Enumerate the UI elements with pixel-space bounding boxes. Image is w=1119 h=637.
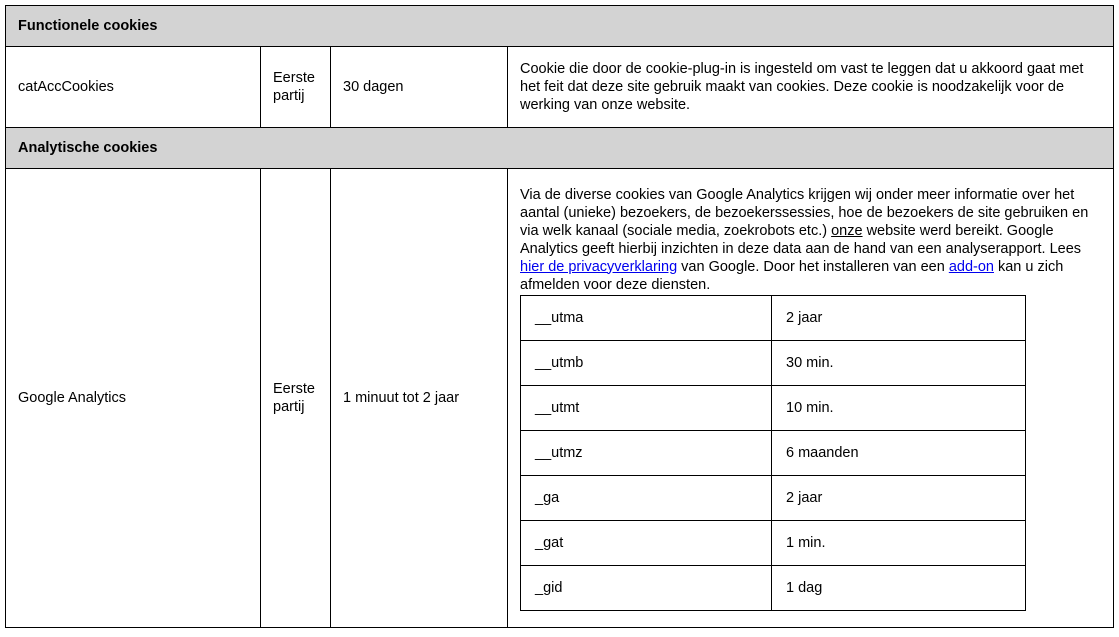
privacy-policy-link[interactable]: hier de privacyverklaring bbox=[520, 258, 678, 275]
ga-cookie-list bbox=[520, 295, 1026, 611]
ga-cookie-name: _gat bbox=[521, 520, 772, 565]
cookie-name: catAccCookies bbox=[6, 47, 261, 128]
cookie-party: Eerste partij bbox=[261, 47, 331, 128]
cookie-duration: 30 dagen bbox=[331, 47, 508, 128]
ga-cookie-row bbox=[521, 565, 1026, 610]
desc-text-1: Via de diverse cookies van Google Analytics krijgen wij onder meer informatie over het aantal (unieke) bezoekers, de bezoekerssessies, hoe de bezoekers de site gebruiken en via welk kanaal (sociale media, zoekrobots etc.) bbox=[520, 186, 1089, 239]
ga-cookie-row bbox=[521, 340, 1026, 385]
desc-text-3: van Google. Door het installeren van een bbox=[677, 258, 949, 275]
ga-cookie-duration: 2 jaar bbox=[772, 475, 1026, 520]
ga-cookie-row bbox=[521, 385, 1026, 430]
section-title-analytics: Analytische cookies bbox=[6, 128, 1114, 169]
table-row-google-analytics bbox=[6, 169, 1114, 628]
cookie-table bbox=[5, 5, 1114, 628]
desc-underlined-onze: onze bbox=[831, 222, 863, 239]
table-row-cataccookies bbox=[6, 47, 1114, 128]
desc-text-2: website werd bereikt. Google Analytics geeft hierbij inzichten in deze data aan de hand van een analyserapport. Lees bbox=[520, 222, 1082, 257]
ga-cookie-row bbox=[521, 430, 1026, 475]
ga-cookie-duration: 10 min. bbox=[772, 385, 1026, 430]
ga-cookie-duration: 2 jaar bbox=[772, 295, 1026, 340]
cookie-description bbox=[508, 169, 1114, 628]
desc-text-4: kan u zich afmelden voor deze diensten. bbox=[520, 258, 1064, 293]
section-header-analytics bbox=[6, 128, 1114, 169]
ga-cookie-name: _ga bbox=[521, 475, 772, 520]
cookie-name: Google Analytics bbox=[6, 169, 261, 628]
ga-cookie-name: _gid bbox=[521, 565, 772, 610]
ga-cookie-duration: 6 maanden bbox=[772, 430, 1026, 475]
cookie-duration: 1 minuut tot 2 jaar bbox=[331, 169, 508, 628]
ga-cookie-name: __utmt bbox=[521, 385, 772, 430]
ga-cookie-name: __utmz bbox=[521, 430, 772, 475]
add-on-link[interactable]: add-on bbox=[948, 258, 994, 275]
ga-cookie-row bbox=[521, 295, 1026, 340]
ga-cookie-name: __utmb bbox=[521, 340, 772, 385]
ga-cookie-row bbox=[521, 520, 1026, 565]
ga-cookie-duration: 30 min. bbox=[772, 340, 1026, 385]
section-title-functional: Functionele cookies bbox=[6, 6, 1114, 47]
cookie-party: Eerste partij bbox=[261, 169, 331, 628]
section-header-functional bbox=[6, 6, 1114, 47]
ga-cookie-row bbox=[521, 475, 1026, 520]
ga-cookie-name: __utma bbox=[521, 295, 772, 340]
ga-cookie-duration: 1 dag bbox=[772, 565, 1026, 610]
ga-cookie-duration: 1 min. bbox=[772, 520, 1026, 565]
cookie-description: Cookie die door de cookie-plug-in is ingesteld om vast te leggen dat u akkoord gaat met het feit dat deze site gebruik maakt van cookies. Deze cookie is noodzakelijk voor de werking van onze website. bbox=[508, 47, 1114, 128]
ga-description-text bbox=[520, 186, 1101, 294]
